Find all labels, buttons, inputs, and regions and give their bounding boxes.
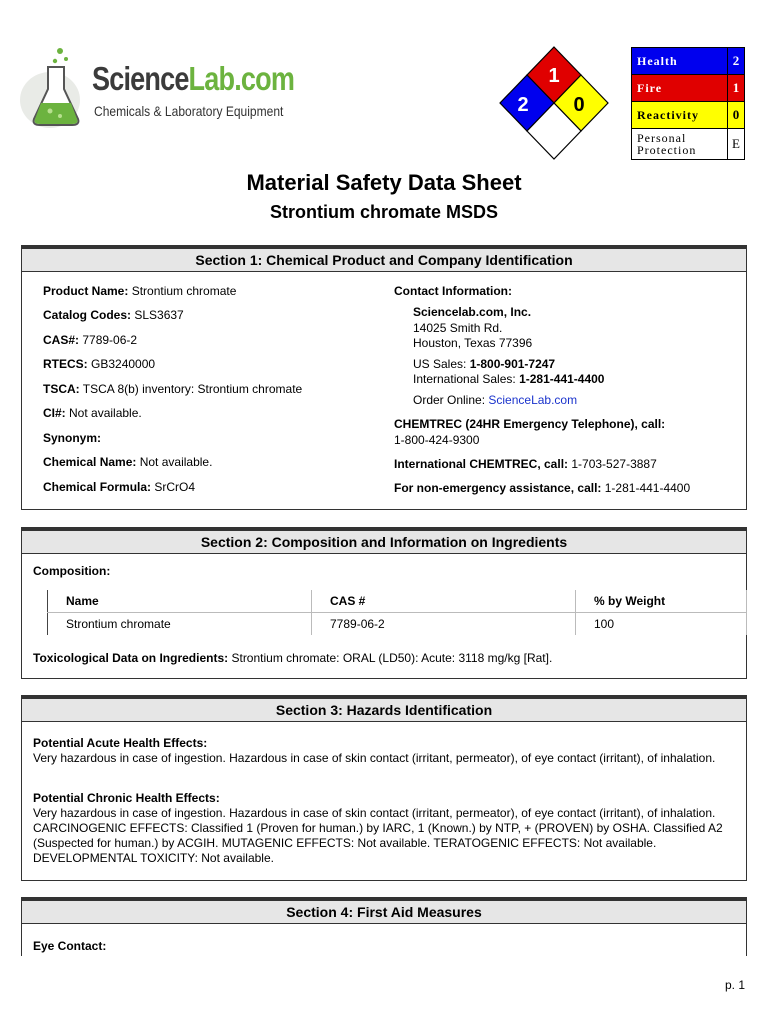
chemtrec-phone: 1-800-424-9300 xyxy=(394,433,480,447)
composition-table xyxy=(47,590,747,635)
synonym-line: Synonym: xyxy=(43,431,102,445)
rtecs-line: RTECS: GB3240000 xyxy=(43,357,156,371)
cas-line: CAS#: 7789-06-2 xyxy=(43,333,138,347)
hmis-value: E xyxy=(728,129,745,160)
hmis-value: 2 xyxy=(728,48,745,75)
chronic-effects-text: Very hazardous in case of ingestion. Hazardous in case of skin contact (irritant, permeator), of eye contact (irritant), of inhalation. CARCINOGENIC EFFECTS: Classified 1 (Proven for human.) by IARC, 1 (Known.) by NTP, + (PROVEN) by OSHA. Classified A2 (Suspected for human.) by ACGIH. MUTAGENIC EFFECTS: Not available. TERATOGENIC EFFECTS: Not available. DEVELOPMENTAL TOXICITY: Not available. xyxy=(33,806,723,865)
ci-line: CI#: Not available. xyxy=(43,406,142,420)
column-header: Name xyxy=(48,590,312,613)
section-heading: Section 4: First Aid Measures xyxy=(22,898,746,924)
section-3 xyxy=(21,695,747,881)
table-header-row xyxy=(48,590,747,613)
section-1 xyxy=(21,245,747,510)
hmis-row-reactivity xyxy=(632,102,745,129)
flask-icon xyxy=(20,45,100,135)
hmis-rating-table xyxy=(631,47,745,160)
toxicological-data-line: Toxicological Data on Ingredients: Strontium chromate: ORAL (LD50): Acute: 3118 mg/kg [Rat]. xyxy=(33,651,553,665)
chemical-name-line: Chemical Name: Not available. xyxy=(43,455,213,469)
nfpa-health-value: 2 xyxy=(517,94,529,116)
hmis-row-protection xyxy=(632,129,745,160)
hmis-value: 1 xyxy=(728,75,745,102)
hmis-label: Fire xyxy=(632,75,728,102)
section-2 xyxy=(21,527,747,679)
contact-info-label: Contact Information: xyxy=(394,284,512,298)
acute-effects-paragraph xyxy=(33,736,733,766)
catalog-codes-line: Catalog Codes: SLS3637 xyxy=(43,308,184,322)
table-cell: 7789-06-2 xyxy=(312,613,576,636)
intl-chemtrec-line: International CHEMTREC, call: 1-703-527-3887 xyxy=(394,457,657,471)
page-number: p. 1 xyxy=(724,978,745,992)
hmis-row-fire xyxy=(632,75,745,102)
nfpa-fire-value: 1 xyxy=(548,65,560,87)
section-4 xyxy=(21,897,747,956)
document-subtitle: Strontium chromate MSDS xyxy=(269,202,499,222)
chemtrec-label: CHEMTREC (24HR Emergency Telephone), call: xyxy=(394,417,666,431)
logo-wordmark: ScienceLab.com xyxy=(92,60,295,97)
table-row xyxy=(48,613,747,636)
hmis-value: 0 xyxy=(728,102,745,129)
section-heading: Section 2: Composition and Information on Ingredients xyxy=(22,528,746,554)
hmis-row-health xyxy=(632,48,745,75)
product-name-line: Product Name: Strontium chromate xyxy=(43,284,237,298)
document-title: Material Safety Data Sheet xyxy=(246,170,522,195)
eye-contact-label: Eye Contact: xyxy=(33,939,107,953)
section-heading: Section 3: Hazards Identification xyxy=(22,696,746,722)
chronic-effects-label: Potential Chronic Health Effects: xyxy=(33,791,220,805)
nfpa-reactivity-value: 0 xyxy=(573,94,585,116)
section-heading: Section 1: Chemical Product and Company Identification xyxy=(22,246,746,272)
order-online-link[interactable]: ScienceLab.com xyxy=(488,393,578,407)
table-cell: 100 xyxy=(576,613,747,636)
intl-sales-line: International Sales: 1-281-441-4400 xyxy=(413,372,605,386)
hmis-label: Health xyxy=(632,48,728,75)
table-cell: Strontium chromate xyxy=(48,613,312,636)
hmis-label: Reactivity xyxy=(632,102,728,129)
non-emergency-line: For non-emergency assistance, call: 1-281-441-4400 xyxy=(394,481,691,495)
address-line-1: 14025 Smith Rd. xyxy=(413,321,503,335)
chronic-effects-paragraph xyxy=(33,791,733,866)
hmis-label: Personal Protection xyxy=(632,129,728,160)
acute-effects-label: Potential Acute Health Effects: xyxy=(33,736,208,750)
composition-label: Composition: xyxy=(33,564,111,578)
column-header: CAS # xyxy=(312,590,576,613)
column-header: % by Weight xyxy=(576,590,747,613)
nfpa-diamond xyxy=(498,45,610,165)
order-online-line: Order Online: ScienceLab.com xyxy=(413,393,578,407)
logo-tagline: Chemicals & Laboratory Equipment xyxy=(94,103,284,119)
acute-effects-text: Very hazardous in case of ingestion. Hazardous in case of skin contact (irritant, permeator), of eye contact (irritant), of inhalation. xyxy=(33,751,716,765)
company-name: Sciencelab.com, Inc. xyxy=(413,305,532,319)
address-line-2: Houston, Texas 77396 xyxy=(413,336,533,350)
tsca-line: TSCA: TSCA 8(b) inventory: Strontium chromate xyxy=(43,382,303,396)
chemical-formula-line: Chemical Formula: SrCrO4 xyxy=(43,480,196,494)
us-sales-line: US Sales: 1-800-901-7247 xyxy=(413,357,556,371)
